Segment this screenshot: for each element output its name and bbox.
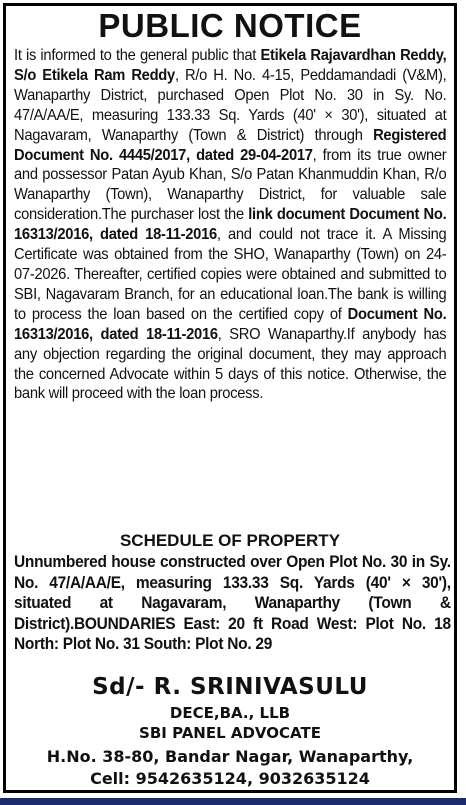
notice-text-segment: , from its true owner and possessor Patan Ayub Khan, S/o Patan Khanmuddin Khan, R/o Wanaparthy (Town), Wanaparthy District, for valuable sale consideration.The purchaser lost the xyxy=(14,146,447,224)
notice-text-bold: link document Document No. 16313/2016, dated 18-11-2016 xyxy=(14,206,447,244)
signature-cell: Cell: 9542635124, 9032635124 xyxy=(90,769,370,788)
schedule-text: Unnumbered house constructed over Open Plot No. 30 in Sy. No. 47/A/AA/E, measuring 133.33 Sq. Yards (40' × 30'), situated at Nagavaram, Wanaparthy (Town & District).BOUNDARIES East: 20 ft Road West: Plot No. 18 North: Plot No. 31 South: Plot No. 29 xyxy=(14,552,451,654)
signature-degrees: DECE,BA., LLB xyxy=(169,704,291,722)
notice-text-segment: It is informed to the general public that xyxy=(14,47,261,64)
notice-text-segment: , R/o H. No. 4-15, Peddamandadi (V&M), Wanaparthy District, purchased Open Plot No. 30 in Sy. No. 47/A/AA/E, measuring 133.33 Sq. Yards (40' × 30'), situated at Nagavaram, Wanaparthy (Town & District) through xyxy=(14,66,447,144)
signature-address: H.No. 38-80, Bandar Nagar, Wanaparthy, xyxy=(46,747,414,766)
notice-text-segment: , SRO Wanaparthy.If anybody has any objection regarding the original document, they may approach the concerned Advocate within 5 days of this notice. Otherwise, the bank will proceed with the loan process. xyxy=(14,325,447,403)
bottom-rule xyxy=(0,798,466,805)
signature-name: Sd/- R. SRINIVASULU xyxy=(92,674,368,700)
notice-text-bold: Etikela Rajavardhan Reddy, S/o Etikela Ram Reddy xyxy=(14,47,447,84)
notice-title: PUBLIC NOTICE xyxy=(98,7,362,44)
notice-text-segment: , and could not trace it. A Missing Certificate was obtained from the SHO, Wanaparthy (Town) on 24-07-2026. Thereafter, certified copies were obtained and submitted to SBI, Nagavaram Branch, for an educational loan.The bank is willing to process the loan based on the certified copy of xyxy=(14,226,447,323)
notice-body xyxy=(14,46,446,404)
signature-role: SBI PANEL ADVOCATE xyxy=(139,724,321,742)
notice-text-bold: Registered Document No. 4445/2017, dated 29-04-2017 xyxy=(14,126,447,164)
public-notice-box xyxy=(3,3,457,793)
schedule-heading: SCHEDULE OF PROPERTY xyxy=(119,531,341,550)
notice-text-bold: Document No. 16313/2016, dated 18-11-2016 xyxy=(14,305,447,343)
